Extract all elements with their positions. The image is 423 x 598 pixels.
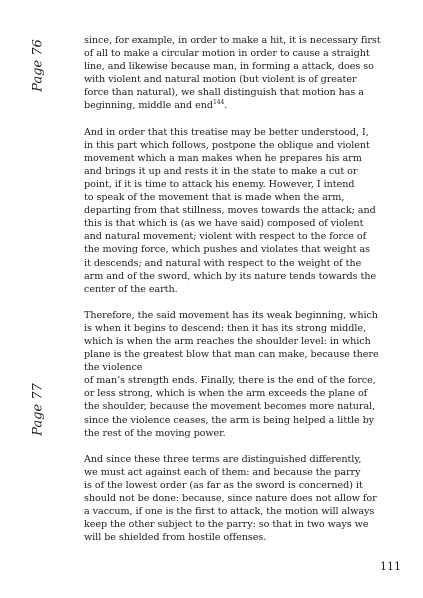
paragraph-2 <box>84 126 410 296</box>
text-line: to speak of the movement that is made when the arm, <box>84 192 345 204</box>
text-line: a vaccum, if one is the first to attack, the motion will always <box>84 506 375 518</box>
text-line: with violent and natural motion (but violent is of greater <box>84 74 357 86</box>
text-line: arm and of the sword, which by its nature tends towards the <box>84 270 377 282</box>
text-line: departing from that stillness, moves towards the attack; and <box>84 205 376 217</box>
text-line: plane is the greatest blow that man can make, because there <box>84 349 379 361</box>
text-line: which is when the arm reaches the shoulder level: in which <box>84 335 371 347</box>
text-line: And since these three terms are distinguished differently, <box>84 453 362 465</box>
text-line: the violence <box>84 362 143 374</box>
text-line: or less strong, which is when the arm exceeds the plane of <box>84 388 368 400</box>
text-line-segment: beginning, middle and end <box>84 100 213 112</box>
paragraph-4 <box>84 453 410 545</box>
text-line: the shoulder, because the movement becomes more natural, <box>84 401 376 413</box>
margin-label-page-77: Page 77 <box>30 383 46 436</box>
text-line: Therefore, the said movement has its weak beginning, which <box>84 309 378 321</box>
text-line: in this part which follows, postpone the oblique and violent <box>84 139 370 151</box>
text-line: we must act against each of them: and because the parry <box>84 466 361 478</box>
page-number: 111 <box>380 560 401 573</box>
text-line: And in order that this treatise may be better understood, I, <box>84 126 369 138</box>
paragraph-1 <box>84 34 410 113</box>
text-line: the rest of the moving power. <box>84 427 226 439</box>
text-line: should not be done: because, since nature does not allow for <box>84 493 377 504</box>
text-line: this is that which is (as we have said) composed of violent <box>84 218 364 230</box>
line-ending: . <box>224 100 228 112</box>
text-line: center of the earth. <box>84 283 178 295</box>
footnote-reference[interactable]: 144 <box>212 99 225 107</box>
text-line: the moving force, which pushes and violates that weight as <box>84 244 370 256</box>
text-line: of man’s strength ends. Finally, there is the end of the force, <box>84 375 376 387</box>
body-text <box>84 34 410 557</box>
text-line: movement which a man makes when he prepares his arm <box>84 152 362 164</box>
text-line: and natural movement; violent with respect to the force of <box>84 231 367 243</box>
margin-label-page-76: Page 76 <box>30 39 46 92</box>
text-line <box>84 99 410 112</box>
text-line: point, if it is time to attack his enemy. However, I intend <box>84 178 355 190</box>
text-line: is of the lowest order (as far as the sword is concerned) it <box>84 479 363 491</box>
text-line: force than natural), we shall distinguish that motion has a <box>84 87 364 99</box>
text-line: and brings it up and rests it in the state to make a cut or <box>84 165 358 177</box>
paragraph-3 <box>84 309 410 440</box>
text-line: it descends; and natural with respect to the weight of the <box>84 257 362 269</box>
text-line: keep the other subject to the parry: so that in two ways we <box>84 519 369 531</box>
text-line: since, for example, in order to make a hit, it is necessary first <box>84 35 381 46</box>
text-line: since the violence ceases, the arm is being helped a little by <box>84 414 375 426</box>
text-line: is when it begins to descend: then it has its strong middle, <box>84 322 367 334</box>
text-line: will be shielded from hostile offenses. <box>84 532 267 544</box>
text-line: line, and likewise because man, in forming a attack, does so <box>84 61 374 73</box>
text-line: of all to make a circular motion in order to cause a straight <box>84 48 370 60</box>
